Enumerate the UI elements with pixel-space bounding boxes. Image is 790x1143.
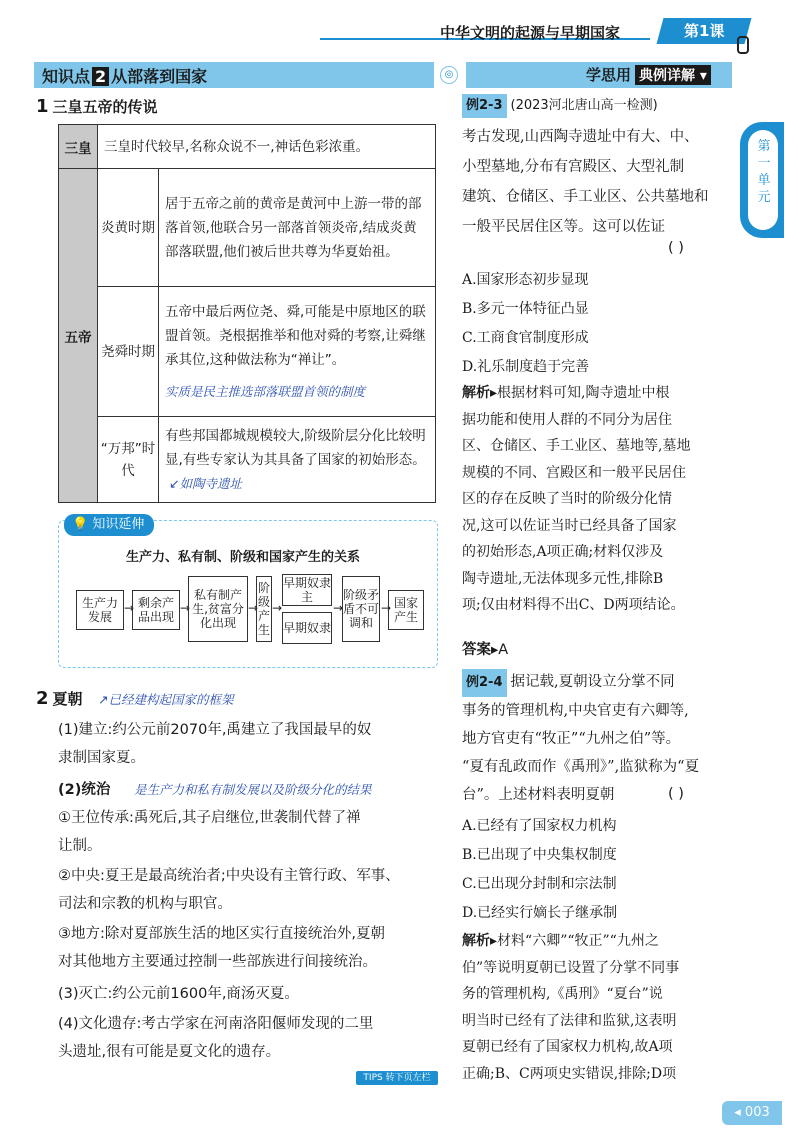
sanhuang-wudi-table	[58, 124, 436, 503]
flow-box-state: 国家产生	[388, 590, 424, 630]
section-2-note: ↗已经建构起国家的框架	[98, 692, 234, 707]
flow-arrow-5: →	[333, 601, 344, 615]
option-c[interactable]: C.工商食官制度形成	[462, 330, 589, 346]
section-1-heading: 1 三皇五帝的传说	[36, 96, 158, 117]
knowledge-extension-tag: 💡 知识延伸	[64, 514, 154, 536]
sanhuang-text: 三皇时代较早,名称众说不一,神话色彩浓重。	[98, 125, 436, 169]
flow-arrow-4: →	[272, 601, 283, 615]
yaoshun-note: 实质是民主推选部落联盟首领的制度	[165, 383, 366, 399]
example-2-4-paren: ( )	[668, 786, 684, 802]
yaoshun-text: 五帝中最后两位尧、舜,可能是中原地区的联盟首领。尧根据推举和他对舜的考察,让舜继承其位,这种做法称为“禅让”。	[165, 303, 426, 368]
example-2-3-stem: 考古发现,山西陶寺遗址中有大、中、 小型墓地,分布有宫殿区、大型礼制 建筑、仓储区、手工业区、公共墓地和 一般平民居住区等。这可以佐证	[462, 129, 709, 235]
xia-establish-1: (1)建立:约公元前2070年,禹建立了我国最早的奴	[58, 722, 372, 738]
flow-box-surplus: 剩余产品出现	[132, 590, 180, 630]
flow-box-slaveowner: 早期奴隶主	[283, 576, 332, 604]
xia-culture-1: (4)文化遗存:考古学家在河南洛阳偃师发现的二里	[58, 1016, 374, 1032]
unit-tab-label: 第一单元	[757, 139, 771, 205]
option-d[interactable]: D.礼乐制度趋于完善	[462, 359, 590, 375]
extension-title: 生产力、私有制、阶级和国家产生的关系	[126, 550, 361, 565]
flow-box-private: 私有制产生,贫富分化出现	[188, 576, 248, 642]
option-b[interactable]: B.已出现了中央集权制度	[462, 847, 617, 863]
wanbang-note: ↙如陶寺遗址	[169, 475, 242, 491]
xia-fall: (3)灭亡:约公元前1600年,商汤灭夏。	[58, 986, 299, 1002]
xia-local-1: ③地方:除对夏部族生活的地区实行直接统治外,夏朝	[58, 926, 385, 942]
flow-arrow-2: →	[180, 601, 191, 615]
yanhuang-period: 炎黄时期	[98, 169, 159, 287]
example-2-4-options[interactable]	[462, 812, 617, 928]
xia-rule-heading: (2)统治	[58, 782, 111, 798]
example-2-3-answer: 答案▸A	[462, 642, 509, 658]
dianlixiangjie-badge: 典例详解 ▾	[635, 65, 711, 85]
chapter-title: 中华文明的起源与早期国家	[440, 24, 621, 42]
sanhuang-label: 三皇	[59, 125, 98, 169]
example-2-3-paren: ( )	[668, 240, 684, 256]
option-a[interactable]: A.国家形态初步显现	[462, 272, 589, 288]
option-b[interactable]: B.多元一体特征凸显	[462, 301, 589, 317]
yaoshun-cell	[159, 287, 436, 417]
yanhuang-text: 居于五帝之前的黄帝是黄河中上游一带的部落首领,他联合另一部落首领炎帝,结成炎黄部落联盟,他们被后世共尊为华夏始祖。	[159, 169, 436, 287]
bookmark-icon	[737, 36, 749, 54]
xia-succession-1: ①王位传承:禹死后,其子启继位,世袭制代替了禅	[58, 810, 361, 826]
option-d[interactable]: D.已经实行嫡长子继承制	[462, 905, 618, 921]
tips-badge: TIPS 转下页左栏	[356, 1071, 438, 1085]
xia-local-2: 对其他地方主要通过控制一些部族进行间接统治。	[58, 954, 377, 970]
ornament-icon: ◎	[440, 66, 458, 84]
wanbang-text: 有些邦国都城规模较大,阶级阶层分化比较明显,有些专家认为其具备了国家的初始形态。	[165, 427, 426, 468]
flow-box-conflict: 阶级矛盾不可调和	[342, 576, 380, 642]
xuesiyong-label: 学思用 典例详解 ▾	[586, 64, 711, 85]
xia-rule-note: 是生产力和私有制发展以及阶级分化的结果	[134, 782, 372, 797]
flow-arrow-6: →	[381, 601, 392, 615]
lesson-label: 第1课	[683, 22, 725, 40]
option-c[interactable]: C.已出现分封制和宗法制	[462, 876, 617, 892]
example-2-4-tag: 例2-4	[462, 669, 507, 697]
xia-central-1: ②中央:夏王是最高统治者;中央设有主管行政、军事、	[58, 868, 400, 884]
knowledge-point-title: 知识点 2 从部落到国家	[42, 67, 208, 86]
section-2-heading: 2 夏朝	[36, 688, 83, 709]
flow-arrow-3: →	[248, 601, 259, 615]
example-2-3-tag: 例2-3	[462, 94, 507, 118]
example-2-4-analysis: 解析▸材料“六卿”“牧正”“九州之 伯”等说明夏朝已设置了分掌不同事 务的管理机构,《禹刑》“夏台”说 明当时已经有了法律和监狱,这表明 夏朝已经有了国家权力机构,故A项 正确;B、C两项史实错误,排除;D项	[462, 933, 680, 1082]
analysis-label: 解析	[462, 933, 490, 949]
wudi-label: 五帝	[59, 169, 98, 503]
wanbang-cell	[159, 417, 436, 503]
example-2-4-stem: 例2-4 据记载,夏朝设立分掌不同 事务的管理机构,中央官吏有六卿等, 地方官吏有“牧正”“九州之伯”等。 “夏有乱政而作《禹刑》”,监狱称为“夏 台”。上述材料表明夏朝	[462, 668, 730, 809]
knowledge-number: 2	[92, 67, 109, 86]
example-2-3-options[interactable]	[462, 266, 589, 382]
analysis-label: 解析	[462, 385, 490, 401]
example-2-3-header: 例2-3 (2023河北唐山高一检测)	[462, 94, 658, 118]
flow-box-slave: 早期奴隶	[282, 612, 332, 644]
xia-central-2: 司法和宗教的机构与职官。	[58, 896, 232, 912]
xia-establish-2: 隶制国家夏。	[58, 750, 145, 766]
flow-box-class: 阶级产生	[256, 576, 272, 642]
xia-succession-2: 让制。	[58, 838, 102, 854]
yaoshun-period: 尧舜时期	[98, 287, 159, 417]
wanbang-period: “万邦”时代	[98, 417, 159, 503]
xia-culture-2: 头遗址,很有可能是夏文化的遗存。	[58, 1044, 281, 1060]
flow-arrow-1: →	[124, 601, 135, 615]
page-number: ◂ 003	[722, 1101, 782, 1125]
option-a[interactable]: A.已经有了国家权力机构	[462, 818, 617, 834]
example-2-3-analysis: 解析▸根据材料可知,陶寺遗址中根 据功能和使用人群的不同分为居住 区、仓储区、手工业区、墓地等,墓地 规模的不同、宫殿区和一般平民居住 区的存在反映了当时的阶级分化情 况,这可以佐证当时已经具备了国家 的初始形态,A项正确;材料仅涉及 陶寺遗址,无法体现多元性,排除B 项;仅由材料得不出C、D两项结论。	[462, 385, 691, 613]
flow-box-productivity: 生产力发展	[76, 590, 124, 630]
